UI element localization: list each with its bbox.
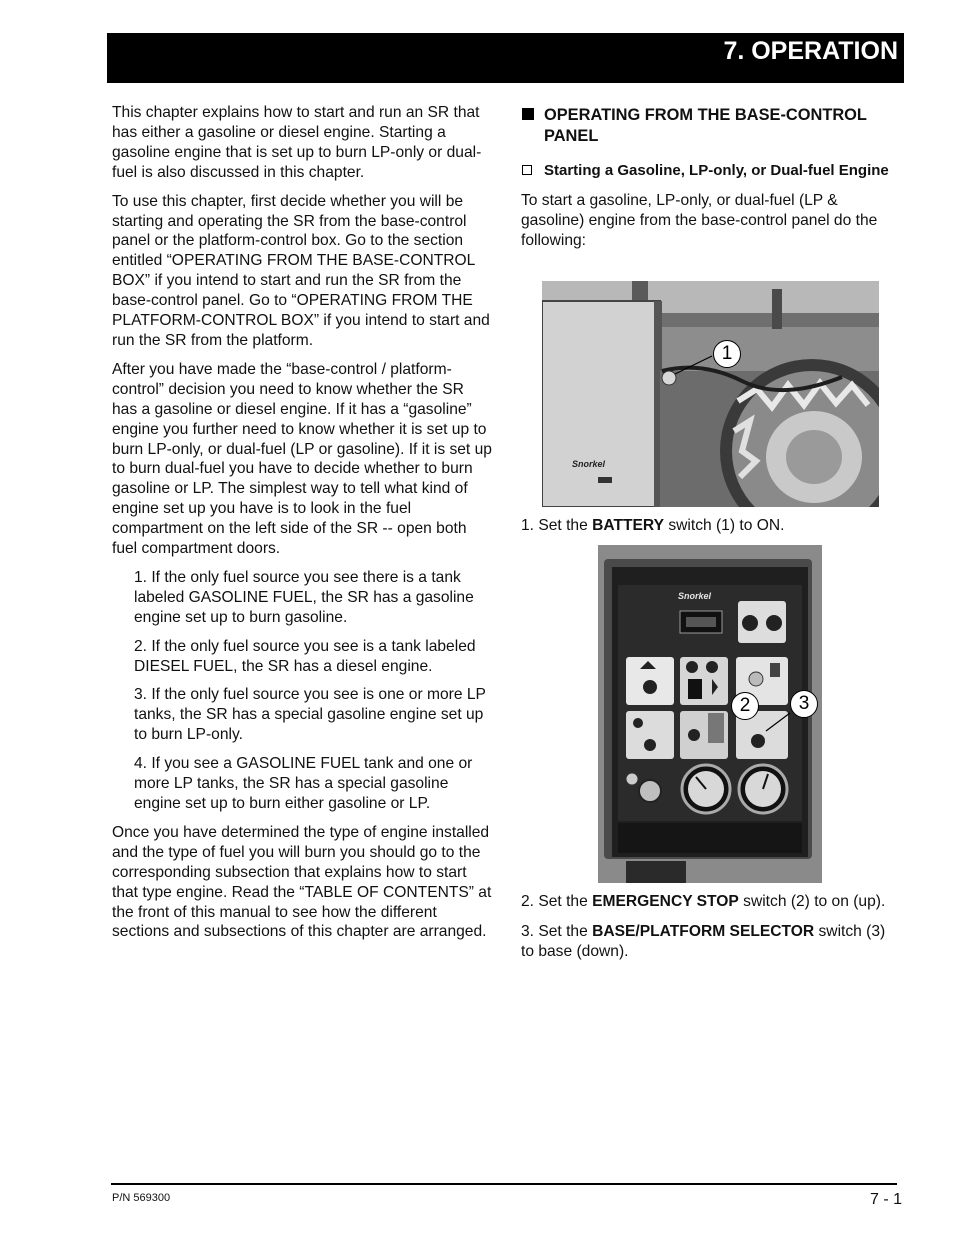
engine-type-paragraph: After you have made the “base-control / platform-control” decision you need to know whether the SR has a gasoline or diesel engine. If it has a “gasoline” engine you further need to know whether it is set up to burn LP-only, or dual-fuel (LP or gasoline). If it is set up to burn dual-fuel you have to decide whether to burn gasoline or LP. The simplest way to tell what kind of engine set up you have is to look in the fuel compartment on the left side of the SR -- open both fuel compartment doors. <box>112 360 492 558</box>
base-control-panel-photo <box>598 545 822 883</box>
subsection-heading <box>521 161 901 181</box>
step-2 <box>521 892 901 912</box>
step-1 <box>521 516 901 536</box>
section-heading <box>521 105 901 147</box>
list-item: 4. If you see a GASOLINE FUEL tank and one or more LP tanks, the SR has a special gasoline engine set up to burn either gasoline or LP. <box>134 755 473 812</box>
step-3-prefix: 3. Set the <box>521 922 593 940</box>
list-item: 2. If the only fuel source you see is a tank labeled DIESEL FUEL, the SR has a diesel engine. <box>134 637 476 675</box>
step-3-suffix: switch (3) to base (down). <box>521 922 886 960</box>
filled-square-bullet-icon <box>522 108 534 120</box>
intro-paragraph: This chapter explains how to start and run an SR that has either a gasoline or diesel engine. Starting a gasoline engine that is set up to burn LP-only or dual-fuel is also discussed in this chapter. <box>112 104 482 181</box>
photo1-brand: Snorkel <box>572 459 606 469</box>
step-2-prefix: 2. Set the <box>521 893 593 910</box>
callout-emergency-stop: 2 <box>731 692 759 720</box>
callout-base-platform-selector: 3 <box>790 690 818 718</box>
hollow-square-bullet-icon <box>522 165 532 175</box>
page-number: 7 - 1 <box>869 1191 902 1208</box>
callout-battery-switch: 1 <box>713 340 741 368</box>
step-2-suffix: switch (2) to on (up). <box>738 893 886 910</box>
subsection-heading-text: Starting a Gasoline, LP-only, or Dual-fuel Engine <box>544 162 889 179</box>
control-location-paragraph: To use this chapter, first decide whether you will be starting and operating the SR from the base-control panel or the platform-control box. Go to the section entitled “OPERATING FROM THE BASE-CONTROL BOX” if you intend to start and run the SR from the base-control panel. Go to “OPERATING FROM THE PLATFORM-CONTROL BOX” if you intend to start and run the SR from the platform. <box>112 192 490 349</box>
panel-brand: Snorkel <box>678 591 712 601</box>
part-number: P/N 569300 <box>112 1192 171 1204</box>
chapter-header-bar <box>107 33 904 83</box>
battery-switch-photo-drawing <box>542 281 879 507</box>
steps-2-3 <box>521 892 901 972</box>
procedure-intro: To start a gasoline, LP-only, or dual-fuel (LP & gasoline) engine from the base-control panel do the following: <box>521 192 878 249</box>
base-control-panel-photo-drawing <box>598 545 822 883</box>
right-column <box>521 105 901 260</box>
step-1-suffix: switch (1) to ON. <box>664 517 785 534</box>
section-heading-text: OPERATING FROM THE BASE-CONTROL PANEL <box>544 106 867 145</box>
list-item: 3. If the only fuel source you see is one or more LP tanks, the SR has a special gasoline engine set up to burn LP-only. <box>134 686 486 744</box>
chapter-title: 7. OPERATION <box>723 37 898 65</box>
step-1-control-name: BATTERY <box>592 517 664 534</box>
step-2-control-name: EMERGENCY STOP <box>592 893 739 910</box>
step-3 <box>521 922 901 962</box>
battery-switch-photo <box>542 281 879 507</box>
closing-paragraph: Once you have determined the type of engine installed and the type of fuel you will burn you should go to the corresponding subsection that explains how to start that type engine. Read the “TABLE OF CONTENTS” at the front of this manual to see how the different sections and subsections of this chapter are arranged. <box>112 823 492 941</box>
left-column <box>112 103 492 951</box>
step-3-control-name: BASE/PLATFORM SELECTOR <box>592 922 815 940</box>
list-item: 1. If the only fuel source you see there is a tank labeled GASOLINE FUEL, the SR has a gasoline engine set up to burn gasoline. <box>134 568 474 626</box>
footer-rule <box>111 1183 897 1185</box>
step-1-prefix: 1. Set the <box>521 517 593 534</box>
